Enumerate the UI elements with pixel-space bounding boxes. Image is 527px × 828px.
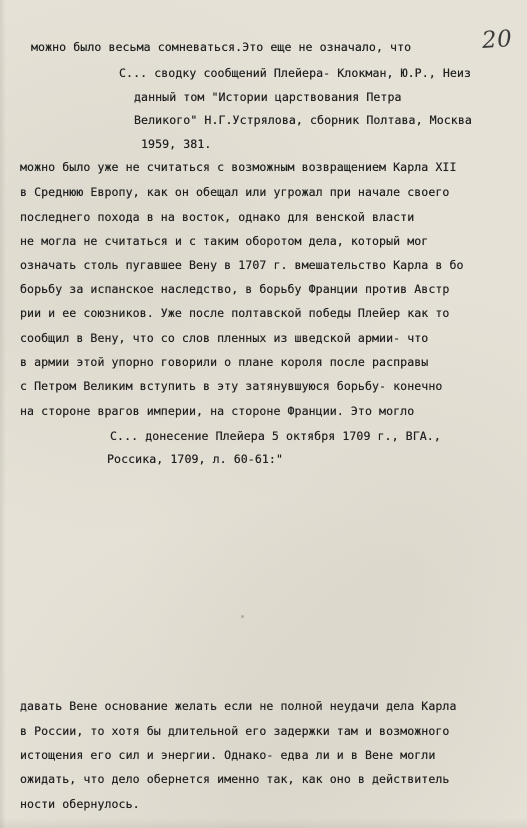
bottom-line-1: давать Вене основание желать если не полной неудачи дела Карла <box>20 699 457 713</box>
body-line-2: в Среднюю Европу, как он обещал или угрожал при начале своего <box>20 185 450 199</box>
footnote-1-line-2: данный том "Истории царствования Петра <box>134 90 402 104</box>
page-number: 20 <box>481 25 514 55</box>
body-line-6: борьбу за испанское наследство, в борьбу Франции против Австр <box>20 282 450 296</box>
scan-edge-shadow <box>0 0 6 828</box>
footnote-1-line-4: 1959, 381. <box>141 137 212 151</box>
bottom-line-5: ности обернулось. <box>20 797 140 811</box>
body-line-9: в армии этой упорно говорили о плане короля после расправы <box>20 355 429 369</box>
body-line-4: не могла не считаться и с таким оборотом дела, который мог <box>20 234 429 248</box>
text-line-1: можно было весьма сомневаться.Это еще не означало, что <box>31 40 412 54</box>
footnote-1-line-3: Великого" Н.Г.Устрялова, сборник Полтава, Москва <box>134 113 472 127</box>
bottom-line-2: в России, то хотя бы длительной его задержки там и возможного <box>20 724 450 738</box>
body-line-5: означать столь пугавшее Вену в 1707 г. вмешательство Карла в бо <box>20 258 464 272</box>
bottom-line-4: ожидать, что дело обернется именно так, как оно в действитель <box>20 772 450 786</box>
body-line-1: можно было уже не считаться с возможным возвращением Карла XII <box>20 160 457 174</box>
scan-bottom-shadow <box>0 818 527 828</box>
footnote-2-line-1: С... донесение Плейера 5 октября 1709 г., ВГА., <box>110 429 441 443</box>
footnote-2-line-2: Россика, 1709, л. 60-61:" <box>107 452 284 466</box>
body-line-3: последнего похода в на восток, однако для венской власти <box>20 210 415 224</box>
body-line-11: на стороне врагов империи, на стороне Франции. Это могло <box>20 404 415 418</box>
body-line-7: рии и ее союзников. Уже после полтавской победы Плейер как то <box>20 306 450 320</box>
paper-dot <box>241 615 244 618</box>
body-line-10: с Петром Великим вступить в эту затянувшуюся борьбу- конечно <box>20 379 443 393</box>
body-line-8: сообщил в Вену, что со слов пленных из шведской армии- что <box>20 331 429 345</box>
footnote-1-line-1: С... сводку сообщений Плейера- Клокман, Ю.Р., Неиз <box>119 66 472 80</box>
bottom-line-3: истощения его сил и энергии. Однако- едва ли и в Вене могли <box>20 748 436 762</box>
